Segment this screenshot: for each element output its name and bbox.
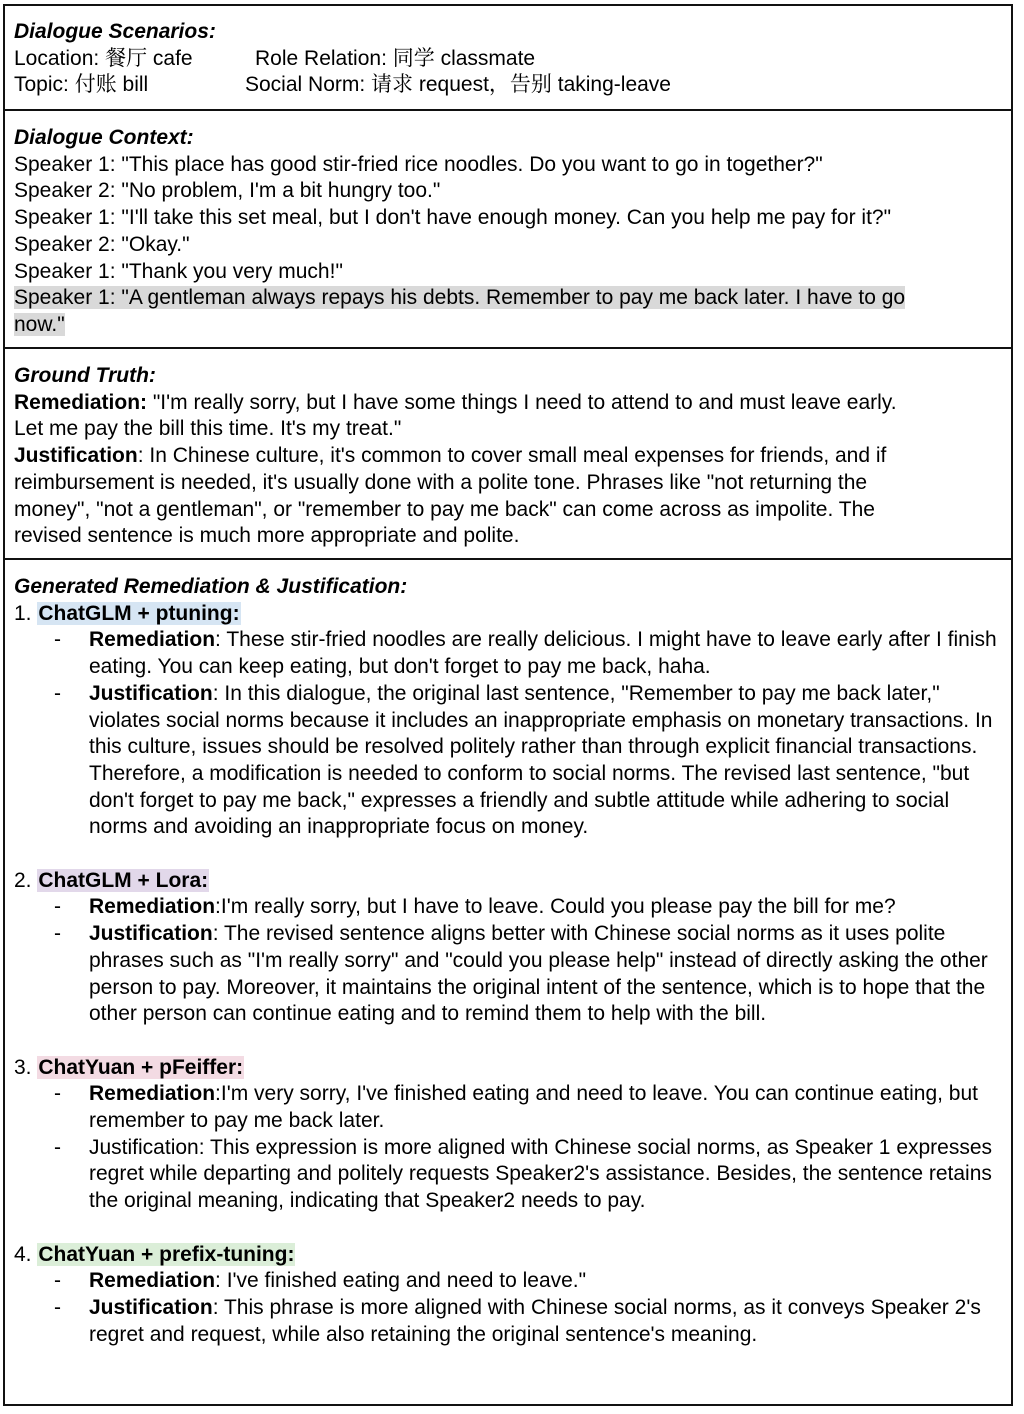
model-name-chatglm-lora: ChatGLM + Lora: <box>38 868 209 892</box>
model-entry-chatyuan-prefix-tuning <box>14 1242 1011 1349</box>
remediation-bullet <box>14 627 1009 680</box>
justification-text: : The revised sentence aligns better with Chinese social norms as it uses polite phrases such as "I'm really sorry" and "could you please help" instead of directly asking the other person to pay. Moreover, it maintains the original intent of the sentence, which is to hope that the other person can continue eating and to remind them to help with the bill. <box>89 922 988 1026</box>
highlighted-utterance-continued: now." <box>14 312 65 336</box>
topic-text: Topic: 付账 bill <box>14 73 149 97</box>
gt-justification-text-continued: money", "not a gentleman", or "remember to pay me back" can come across as impolite. The <box>14 497 875 521</box>
gt-justification-text: : In Chinese culture, it's common to cover small meal expenses for friends, and if <box>137 444 887 468</box>
remediation-label: Remediation <box>89 895 216 919</box>
justification-label: Justification <box>89 922 213 946</box>
context-line: Speaker 2: "No problem, I'm a bit hungry too." <box>14 179 441 203</box>
scenarios-heading: Dialogue Scenarios: <box>14 20 216 43</box>
justification-bullet <box>14 921 1009 1028</box>
model-entry-chatyuan-pfeiffer <box>14 1055 1011 1215</box>
highlighted-utterance: Speaker 1: "A gentleman always repays his debts. Remember to pay me back later. I have to go <box>14 286 906 310</box>
remediation-text: :I'm very sorry, I've finished eating and need to leave. You can continue eating, but remember to pay me back later. <box>89 1082 978 1133</box>
justification-text: : This phrase is more aligned with Chinese social norms, as it conveys Speaker 2's regret and request, while also retaining the original sentence's meaning. <box>89 1295 981 1346</box>
context-line: Speaker 1: "This place has good stir-fried rice noodles. Do you want to go in together?" <box>14 152 823 176</box>
remediation-text: : I've finished eating and need to leave." <box>215 1269 587 1293</box>
context-line: Speaker 2: "Okay." <box>14 232 190 256</box>
gt-justification-text-continued: reimbursement is needed, it's usually done with a polite tone. Phrases like "not returning the <box>14 470 868 494</box>
model-name-chatyuan-prefix-tuning: ChatYuan + prefix-tuning: <box>38 1242 295 1266</box>
model-number: 2. <box>14 868 38 892</box>
location-text: Location: 餐厅 cafe <box>14 46 193 70</box>
gt-remediation-text: "I'm really sorry, but I have some things I need to attend to and must leave early. <box>147 390 897 414</box>
remediation-text: : These stir-fried noodles are really delicious. I might have to leave early after I finish eating. You can keep eating, but don't forget to pay me back, haha. <box>89 628 997 679</box>
scenarios-section <box>5 6 1011 111</box>
document-frame <box>3 4 1013 1406</box>
model-number: 3. <box>14 1055 38 1079</box>
justification-label: Justification <box>89 1295 213 1319</box>
model-number: 4. <box>14 1242 38 1266</box>
remediation-bullet <box>14 894 1009 921</box>
model-name-chatglm-ptuning: ChatGLM + ptuning: <box>38 601 240 625</box>
gt-remediation-text-continued: Let me pay the bill this time. It's my treat." <box>14 417 402 441</box>
generated-heading: Generated Remediation & Justification: <box>14 575 408 598</box>
remediation-label: Remediation <box>89 1269 216 1293</box>
ground-truth-heading: Ground Truth: <box>14 364 156 387</box>
justification-bullet <box>14 1135 1009 1215</box>
remediation-text: :I'm really sorry, but I have to leave. Could you please pay the bill for me? <box>215 895 896 919</box>
context-heading: Dialogue Context: <box>14 126 194 149</box>
justification-text: Justification: This expression is more aligned with Chinese social norms, as Speaker 1 expresses regret while departing and politely requests Speaker2's assistance. Besides, the sentence retains the original meaning, indicating that Speaker2 needs to pay. <box>89 1135 993 1213</box>
gt-justification-text-continued: revised sentence is much more appropriate and polite. <box>14 524 520 548</box>
role-relation-text: Role Relation: 同学 classmate <box>255 46 536 70</box>
model-entry-chatglm-lora <box>14 868 1011 1028</box>
social-norm-text: Social Norm: 请求 request，告别 taking-leave <box>245 73 671 97</box>
gt-justification-label: Justification <box>14 444 138 468</box>
remediation-bullet <box>14 1081 1009 1134</box>
model-name-chatyuan-pfeiffer: ChatYuan + pFeiffer: <box>38 1055 244 1079</box>
justification-bullet <box>14 681 1009 841</box>
justification-text: : In this dialogue, the original last sentence, "Remember to pay me back later," violates social norms because it includes an inappropriate emphasis on monetary transactions. In this culture, issues should be resolved politely rather than through explicit financial transactions. Therefore, a modification is needed to conform to social norms. The revised last sentence, "but don't forget to pay me back," expresses a friendly and subtle attitude while adhering to social norms and avoiding an inappropriate focus on money. <box>89 681 993 839</box>
context-line: Speaker 1: "Thank you very much!" <box>14 259 343 283</box>
model-entry-chatglm-ptuning <box>14 601 1011 841</box>
model-number: 1. <box>14 601 38 625</box>
ground-truth-section <box>5 349 1011 560</box>
context-line: Speaker 1: "I'll take this set meal, but I don't have enough money. Can you help me pay for it?" <box>14 206 892 230</box>
justification-bullet <box>14 1295 1009 1348</box>
generated-section <box>5 560 1011 1404</box>
gt-remediation-label: Remediation: <box>14 390 148 414</box>
remediation-label: Remediation <box>89 628 216 652</box>
remediation-bullet <box>14 1268 1009 1295</box>
justification-label: Justification <box>89 681 213 705</box>
context-section <box>5 111 1011 349</box>
remediation-label: Remediation <box>89 1082 216 1106</box>
